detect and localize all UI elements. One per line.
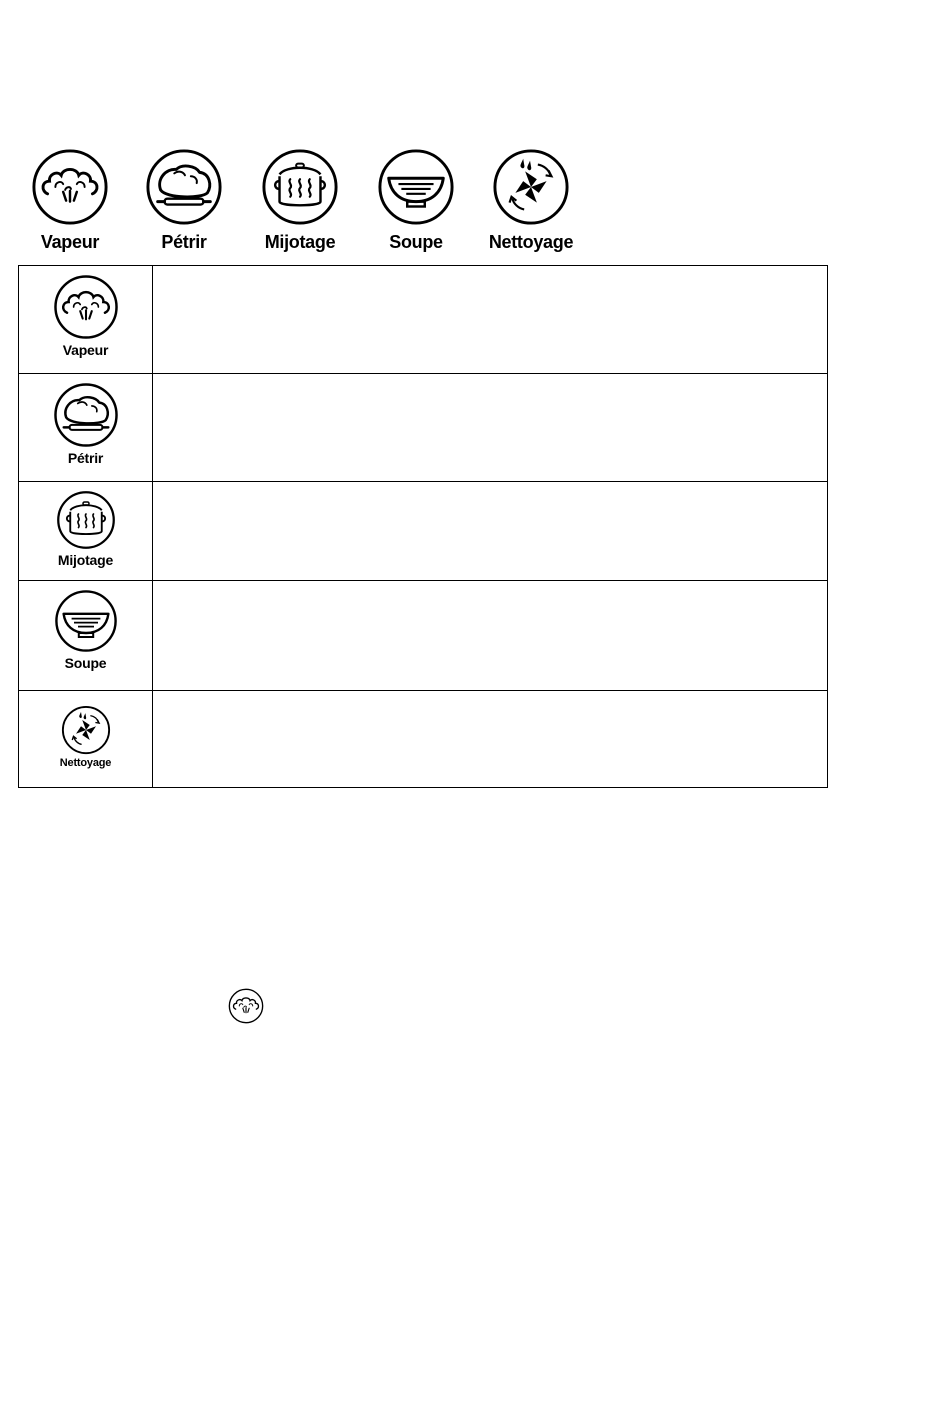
row-label: Soupe	[64, 655, 107, 671]
description-cell	[153, 691, 828, 788]
bowl-icon	[377, 148, 455, 226]
description-cell	[153, 374, 828, 482]
table-row	[19, 691, 828, 788]
row-label: Nettoyage	[59, 757, 112, 769]
icon-cell	[19, 691, 153, 788]
mode-mijotage	[250, 148, 350, 253]
mode-icon-row	[20, 148, 620, 260]
icon-cell	[19, 482, 153, 581]
row-label: Pétrir	[67, 450, 104, 466]
description-cell	[153, 482, 828, 581]
mode-label: Nettoyage	[488, 232, 574, 252]
steam-icon	[53, 274, 119, 340]
cleaning-icon	[492, 148, 570, 226]
icon-cell	[19, 581, 153, 691]
mode-nettoyage	[481, 148, 581, 253]
mode-label: Mijotage	[264, 232, 336, 252]
bowl-icon	[54, 589, 118, 653]
pot-icon	[261, 148, 339, 226]
row-label: Vapeur	[62, 342, 109, 358]
icon-cell	[19, 374, 153, 482]
steam-icon	[31, 148, 109, 226]
cleaning-icon	[61, 705, 111, 755]
icon-cell	[19, 266, 153, 374]
mode-label: Vapeur	[40, 232, 100, 252]
mode-label: Pétrir	[161, 232, 207, 252]
mode-table	[18, 265, 828, 788]
dough-icon	[145, 148, 223, 226]
description-cell	[153, 266, 828, 374]
steam-icon	[228, 988, 264, 1024]
table-row	[19, 266, 828, 374]
description-cell	[153, 581, 828, 691]
table-row	[19, 581, 828, 691]
row-label: Mijotage	[57, 552, 114, 568]
mode-petrir	[134, 148, 234, 253]
pot-icon	[56, 490, 116, 550]
table-row	[19, 374, 828, 482]
mode-soupe	[366, 148, 466, 253]
mode-label: Soupe	[389, 232, 443, 252]
mode-vapeur	[20, 148, 120, 253]
dough-icon	[53, 382, 119, 448]
table-row	[19, 482, 828, 581]
